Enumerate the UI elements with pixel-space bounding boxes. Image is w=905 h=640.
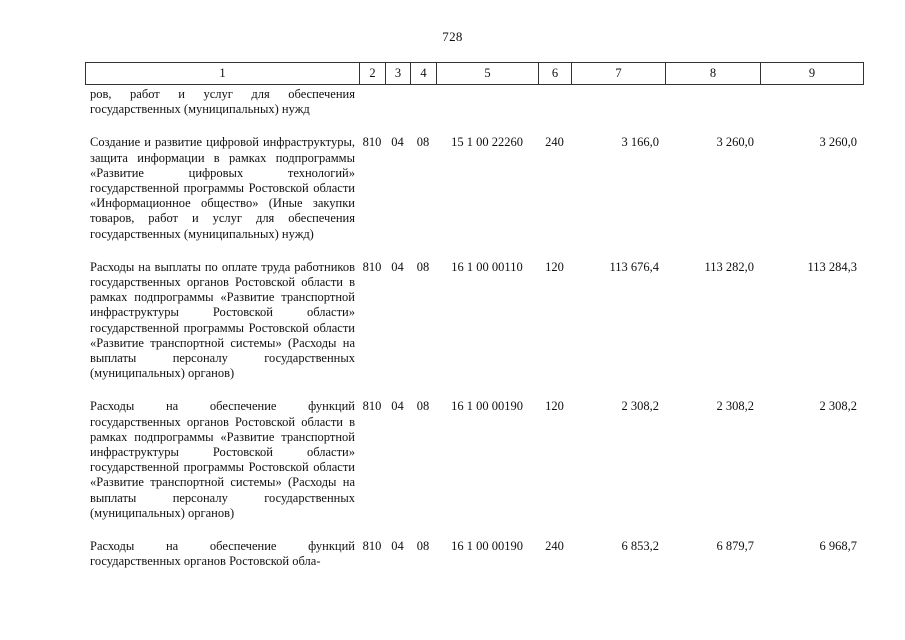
row-subsection-code: 08 [416, 135, 430, 150]
row-value-col9: 3 260,0 [819, 135, 857, 150]
header-col-2: 2 [360, 63, 386, 85]
row-target-code [436, 84, 538, 117]
row-value-col7: 3 166,0 [621, 135, 659, 150]
header-col-9: 9 [761, 63, 864, 85]
row-expense-type: 240 [545, 135, 564, 150]
row-target-code: 15 1 00 22260 [451, 135, 523, 150]
row-name: Расходы на выплаты по оплате труда работников государственных органов Ростовской области в рамках подпрограммы «Развитие транспортной инфраструктуры Ростовской области» государственной программы Ростовской области «Развитие транспортной системы» (Расходы на выплаты персоналу государственных (муниципальных) органов) [90, 259, 355, 381]
row-subsection-code: 08 [416, 539, 430, 554]
row-value-col8 [665, 84, 760, 117]
budget-table [85, 84, 863, 569]
header-col-5: 5 [437, 63, 539, 85]
table-row [85, 381, 863, 521]
row-ministry-code: 810 [362, 399, 382, 414]
row-expense-type: 120 [545, 259, 564, 274]
table-row [85, 84, 863, 117]
header-col-7: 7 [572, 63, 666, 85]
row-target-code: 16 1 00 00190 [451, 539, 523, 554]
page-number: 728 [442, 29, 463, 44]
row-value-col8: 2 308,2 [716, 399, 754, 414]
row-name: Расходы на обеспечение функций государственных органов Ростовской обла- [90, 539, 355, 569]
row-section-code: 04 [391, 539, 404, 554]
row-section-code: 04 [391, 259, 404, 274]
row-expense-type: 120 [545, 399, 564, 414]
row-ministry-code: 810 [362, 259, 382, 274]
row-value-col8: 6 879,7 [716, 539, 754, 554]
row-section-code [385, 84, 410, 117]
header-col-1: 1 [86, 63, 360, 85]
table-row [85, 521, 863, 569]
row-section-code: 04 [391, 399, 404, 414]
row-value-col7: 2 308,2 [621, 399, 659, 414]
row-value-col7: 113 676,4 [609, 259, 659, 274]
row-expense-type [538, 84, 571, 117]
row-value-col9 [760, 84, 863, 117]
row-value-col7: 6 853,2 [621, 539, 659, 554]
row-value-col8: 3 260,0 [716, 135, 754, 150]
row-ministry-code: 810 [362, 135, 382, 150]
row-name: Создание и развитие цифровой инфраструктуры, защита информации в рамках подпрограммы «Развитие цифровых технологий» государственной программы Ростовской области «Информационное общество» (Иные закупки товаров, работ и услуг для обеспечения государственных (муниципальных) нужд) [90, 135, 355, 241]
header-col-6: 6 [539, 63, 572, 85]
row-section-code: 04 [391, 135, 404, 150]
row-value-col9: 2 308,2 [819, 399, 857, 414]
row-value-col7 [571, 84, 665, 117]
header-row [86, 63, 864, 85]
row-value-col9: 6 968,7 [819, 539, 857, 554]
row-subsection-code: 08 [416, 399, 430, 414]
table-row [85, 117, 863, 241]
row-target-code: 16 1 00 00190 [451, 399, 523, 414]
header-col-3: 3 [386, 63, 411, 85]
row-subsection-code: 08 [416, 259, 430, 274]
table-header [85, 62, 864, 85]
row-value-col9: 113 284,3 [807, 259, 857, 274]
row-expense-type: 240 [545, 539, 564, 554]
table-row [85, 242, 863, 382]
header-col-8: 8 [666, 63, 761, 85]
row-name: ров, работ и услуг для обеспечения государственных (муниципальных) нужд [90, 87, 355, 117]
row-name: Расходы на обеспечение функций государственных органов Ростовской области в рамках подпрограммы «Развитие транспортной инфраструктуры Ростовской области» государственной программы Ростовской области «Развитие транспортной системы» (Расходы на выплаты персоналу государственных (муниципальных) органов) [90, 399, 355, 520]
row-ministry-code [359, 84, 385, 117]
row-subsection-code [410, 84, 436, 117]
row-ministry-code: 810 [362, 539, 382, 554]
row-value-col8: 113 282,0 [704, 259, 754, 274]
row-target-code: 16 1 00 00110 [451, 259, 523, 274]
header-col-4: 4 [411, 63, 437, 85]
